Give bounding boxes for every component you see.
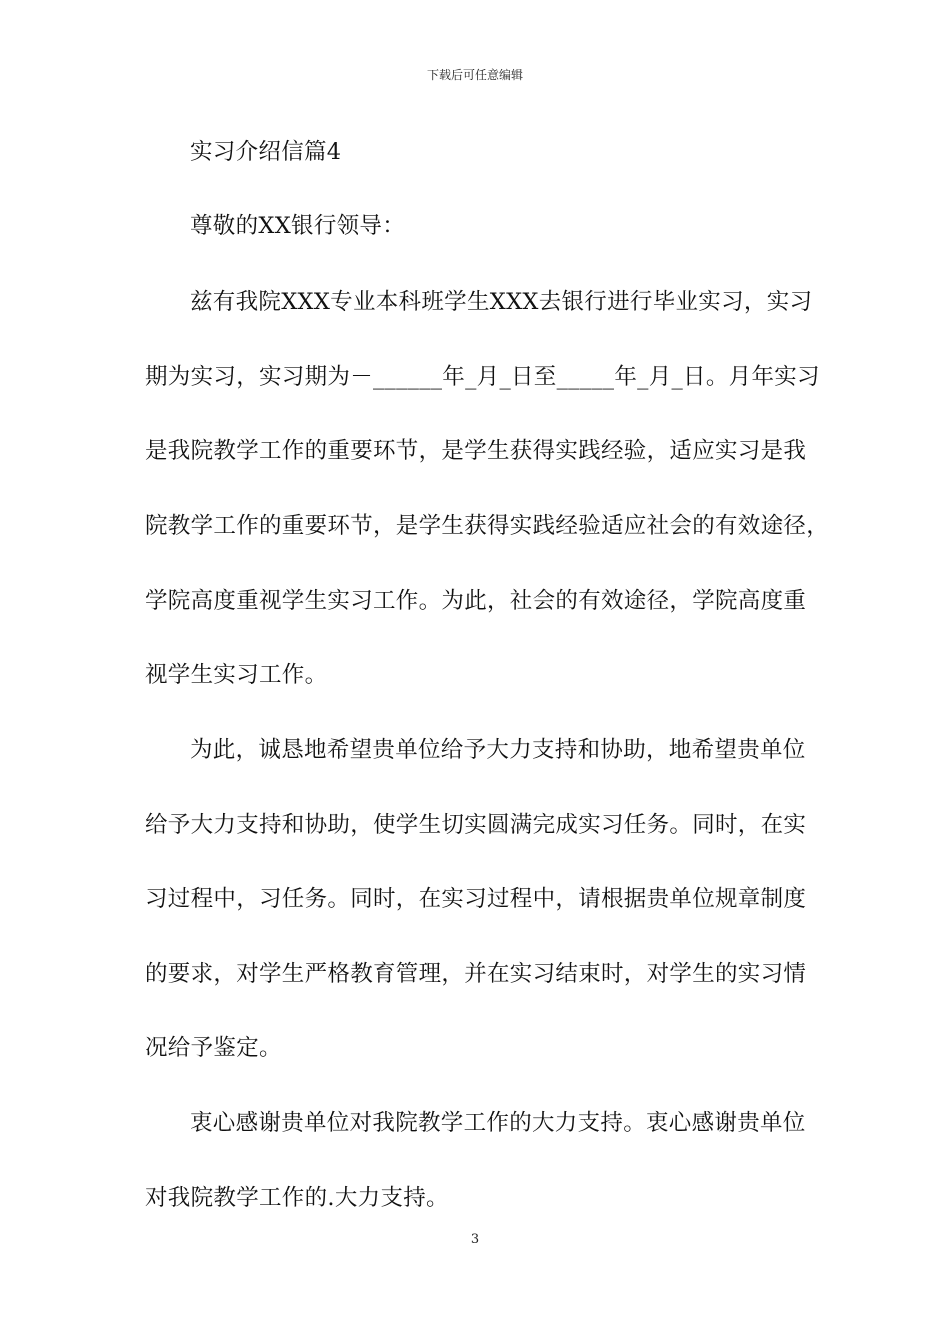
paragraph-line: 习过程中，习任务。同时，在实习过程中，请根据贵单位规章制度 [145, 886, 807, 912]
paragraph-line: 给予大力支持和协助，使学生切实圆满完成实习任务。同时，在实 [145, 812, 807, 838]
paragraph-line: 为此，诚恳地希望贵单位给予大力支持和协助，地希望贵单位 [190, 737, 806, 763]
paragraph-line: 对我院教学工作的.大力支持。 [145, 1185, 449, 1211]
page-header: 下载后可任意编辑 [426, 68, 523, 82]
paragraph-line: 的要求，对学生严格教育管理，并在实习结束时，对学生的实习情 [145, 961, 807, 987]
paragraph-line: 是我院教学工作的重要环节，是学生获得实践经验，适应实习是我 [145, 438, 807, 464]
document-title: 实习介绍信篇4 [190, 139, 342, 165]
paragraph-line: 视学生实习工作。 [145, 662, 328, 688]
paragraph-line: 院教学工作的重要环节，是学生获得实践经验适应社会的有效途径， [145, 513, 830, 539]
paragraph-line: 学院高度重视学生实习工作。为此，社会的有效途径，学院高度重 [145, 588, 807, 614]
paragraph-line: 期为实习，实习期为－______年_月_日至_____年_月_日。月年实习 [145, 364, 820, 390]
paragraph-line: 况给予鉴定。 [145, 1035, 282, 1061]
paragraph-line: 衷心感谢贵单位对我院教学工作的大力支持。衷心感谢贵单位 [190, 1110, 806, 1136]
greeting: 尊敬的XX银行领导： [190, 213, 406, 239]
paragraph-line: 兹有我院XXX专业本科班学生XXX去银行进行毕业实习，实习 [190, 289, 813, 315]
page-number: 3 [470, 1232, 480, 1247]
